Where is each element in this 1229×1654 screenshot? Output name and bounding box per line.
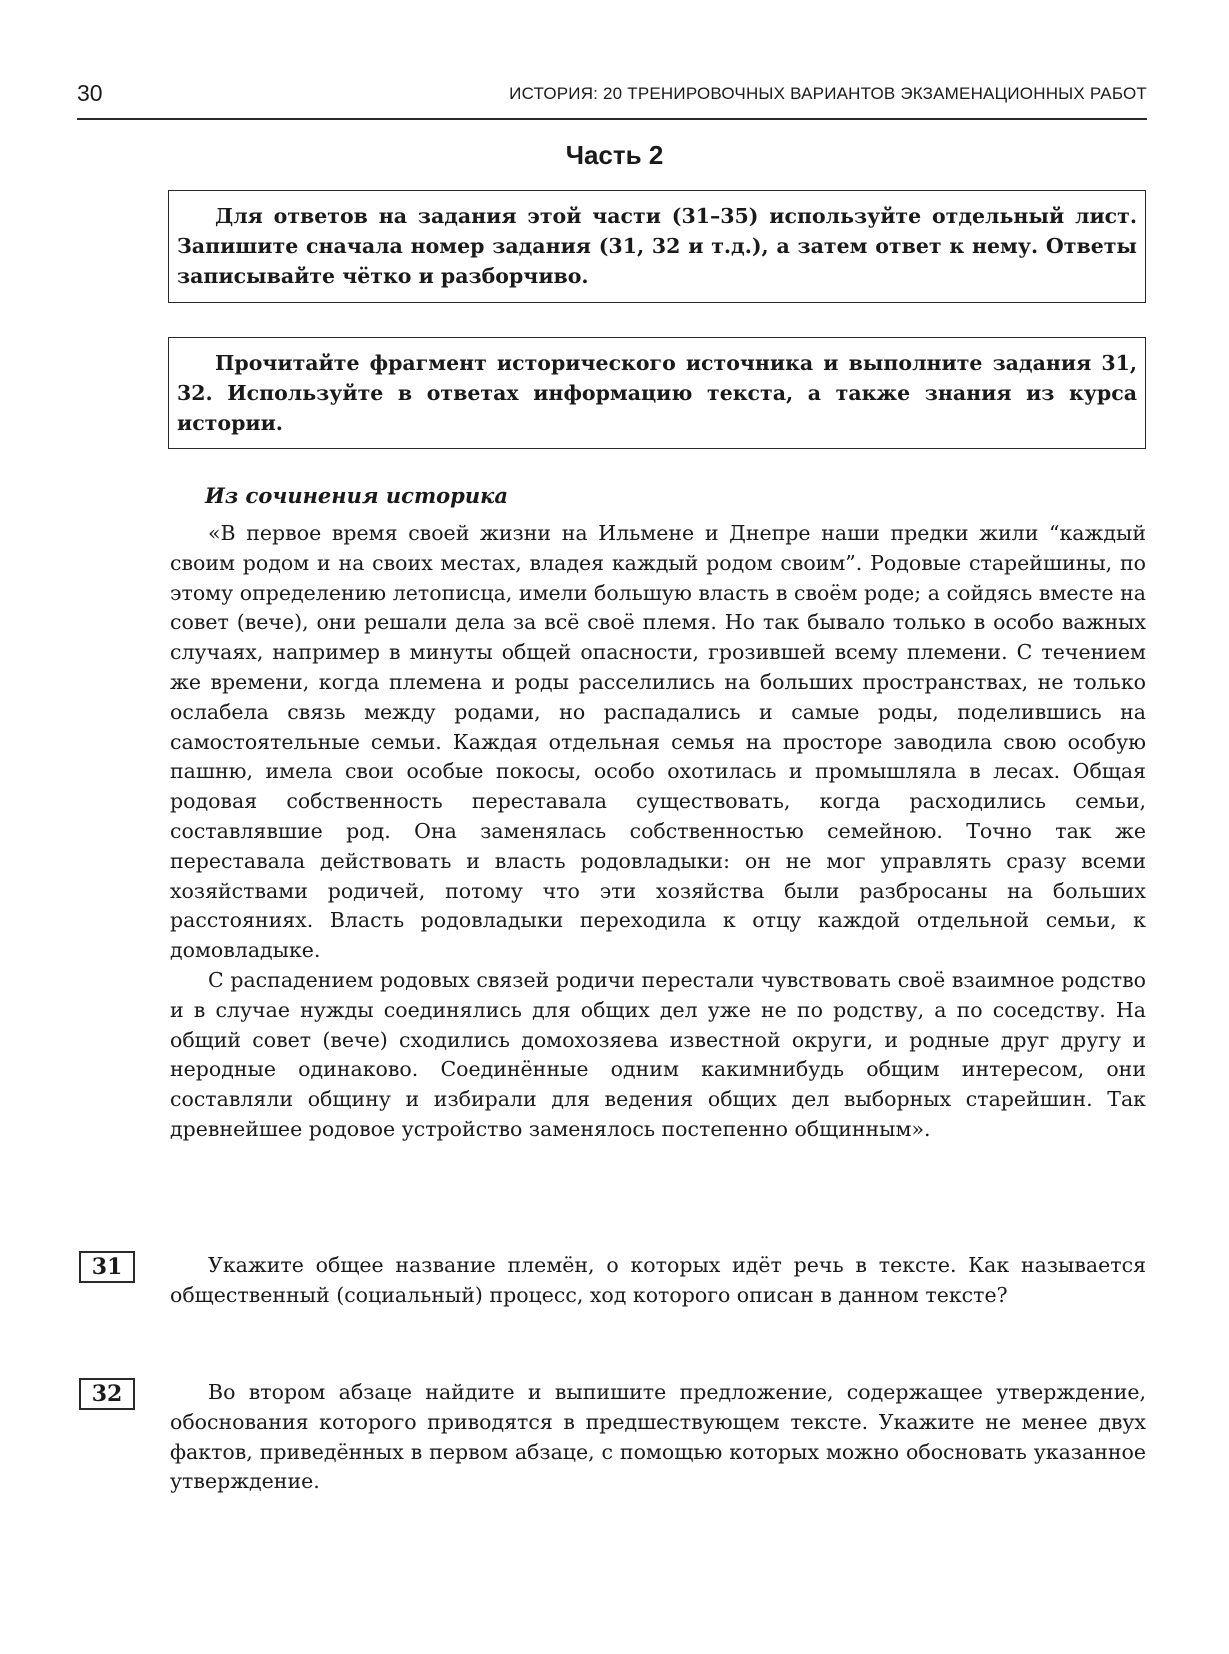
running-title: ИСТОРИЯ: 20 ТРЕНИРОВОЧНЫХ ВАРИАНТОВ ЭКЗАМЕНАЦИОННЫХ РАБОТ: [509, 84, 1147, 103]
task-text: Укажите общее название племён, о которых идёт речь в тексте. Как называется общественный (социальный) процесс, ход которого описан в данном тексте?: [170, 1253, 1146, 1307]
task-number-box: 32: [79, 1378, 135, 1410]
task-number-box: 31: [79, 1251, 135, 1283]
source-title: Из сочинения историка: [205, 483, 508, 508]
task-text: Во втором абзаце найдите и выпишите предложение, содержащее утверждение, обоснования которого приводятся в предшествующем тексте. Укажите не менее двух фактов, приведённых в первом абзаце, с помощью которых можно обосновать указанное утверждение.: [170, 1380, 1146, 1494]
page-header: [77, 78, 1147, 120]
source-task-box: [168, 337, 1146, 449]
source-paragraph-1: «В первое время своей жизни на Ильмене и Днепре наши предки жили “каждый своим родом и на своих местах, владея каждый родом своим”. Родовые старейшины, по этому определению летописца, имели большую власть в своём роде; а сойдясь вместе на совет (вече), они решали дела за всё своё племя. Но так бывало только в особо важных случаях, например в минуты общей опасности, грозившей всему племени. С течением же времени, когда племена и роды расселились на больших пространствах, не только ослабела связь между родами, но распадались и самые роды, поделившись на самостоятельные семьи. Каждая отдельная семья на просторе заводила свою особую пашню, имела свои особые покосы, особо охотилась и промышляла в лесах. Общая родовая собственность переставала существовать, когда расходились семьи, составлявшие род. Она заменялась собственностью семейною. Точно так же переставала действовать и власть родовладыки: он не мог управлять сразу всеми хозяйствами родичей, потому что эти хозяйства были разбросаны на больших расстояниях. Власть родовладыки переходила к отцу каждой отдельной семьи, к домовладыке.: [170, 521, 1146, 963]
page-number: 30: [77, 80, 103, 106]
source-paragraph-2: С распадением родовых связей родичи перестали чувствовать своё взаимное родство и в случае нужды соединялись для общих дел уже не по родству, а по соседству. На общий совет (вече) сходились домохозяева известной округи, и родные друг другу и неродные одинаково. Соединённые одним какимнибудь общим интересом, они составляли общину и избирали для ведения общих дел выборных старейшин. Так древнейшее родовое устройство заменялось постепенно общинным».: [170, 967, 1146, 1141]
instructions-text: Для ответов на задания этой части (31–35) используйте отдельный лист. Запишите сначала номер задания (31, 32 и т.д.), а затем ответ к нему. Ответы записывайте чётко и разборчиво.: [177, 204, 1137, 288]
source-text: [170, 519, 1146, 1145]
part-title: Часть 2: [565, 140, 664, 170]
source-task-text: Прочитайте фрагмент исторического источника и выполните задания 31, 32. Используйте в ответах информацию текста, а также знания из курса истории.: [177, 351, 1137, 435]
instructions-box: [168, 190, 1146, 303]
